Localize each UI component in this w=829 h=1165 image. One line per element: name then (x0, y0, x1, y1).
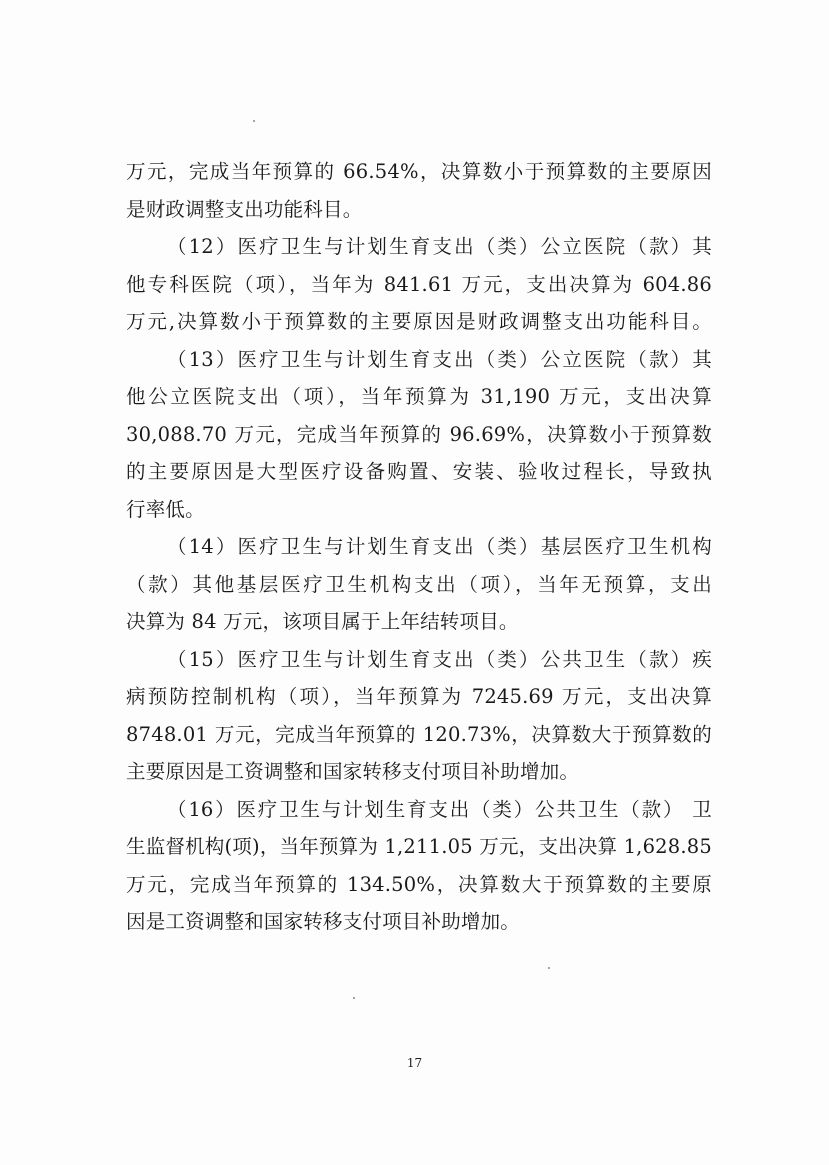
paragraph-16-line: （16）医疗卫生与计划生育支出（类）公共卫生（款） 卫 (167, 797, 712, 821)
paragraph-12-line: 万元,决算数小于预算数的主要原因是财政调整支出功能科目。 (126, 310, 712, 333)
text-line: 万元，完成当年预算的 66.54%，决算数小于预算数的主要原因 (126, 160, 712, 183)
paragraph-15-line: 8748.01 万元，完成当年预算的 120.73%，决算数大于预算数的 (126, 722, 712, 746)
paragraph-15-line: （15）医疗卫生与计划生育支出（类）公共卫生（款）疾 (167, 647, 712, 671)
paragraph-15-line: 病预防控制机构（项），当年预算为 7245.69 万元，支出决算 (126, 685, 712, 708)
paragraph-13-line: （13）医疗卫生与计划生育支出（类）公立医院（款）其 (167, 347, 712, 371)
scan-speck (253, 120, 255, 122)
paragraph-13-line: 行率低。 (126, 497, 205, 521)
page-number: 17 (406, 1056, 423, 1070)
scan-speck (548, 967, 550, 969)
paragraph-12-line: 他专科医院（项），当年为 841.61 万元，支出决算为 604.86 (126, 272, 712, 296)
paragraph-14-line: （款）其他基层医疗卫生机构支出（项），当年无预算，支出 (126, 572, 712, 596)
document-body (126, 153, 712, 941)
paragraph-12-line: （12）医疗卫生与计划生育支出（类）公立医院（款）其 (167, 235, 712, 258)
scan-speck (353, 997, 355, 999)
paragraph-15-line: 主要原因是工资调整和国家转移支付项目补助增加。 (126, 760, 580, 783)
paragraph-13-line: 30,088.70 万元，完成当年预算的 96.69%，决算数小于预算数 (126, 422, 712, 446)
text-line: 是财政调整支出功能科目。 (126, 197, 363, 221)
paragraph-13-line: 的主要原因是大型医疗设备购置、安装、验收过程长，导致执 (126, 460, 712, 483)
paragraph-14-line: （14）医疗卫生与计划生育支出（类）基层医疗卫生机构 (167, 535, 712, 558)
paragraph-16-line: 万元，完成当年预算的 134.50%，决算数大于预算数的主要原 (126, 872, 712, 896)
paragraph-16-line: 生监督机构(项)，当年预算为 1,211.05 万元，支出决算 1,628.85 (126, 835, 712, 858)
paragraph-13-line: 他公立医院支出（项），当年预算为 31,190 万元，支出决算 (126, 385, 712, 408)
paragraph-16-line: 因是工资调整和国家转移支付项目补助增加。 (126, 910, 521, 933)
paragraph-14-line: 决算为 84 万元，该项目属于上年结转项目。 (126, 610, 519, 633)
